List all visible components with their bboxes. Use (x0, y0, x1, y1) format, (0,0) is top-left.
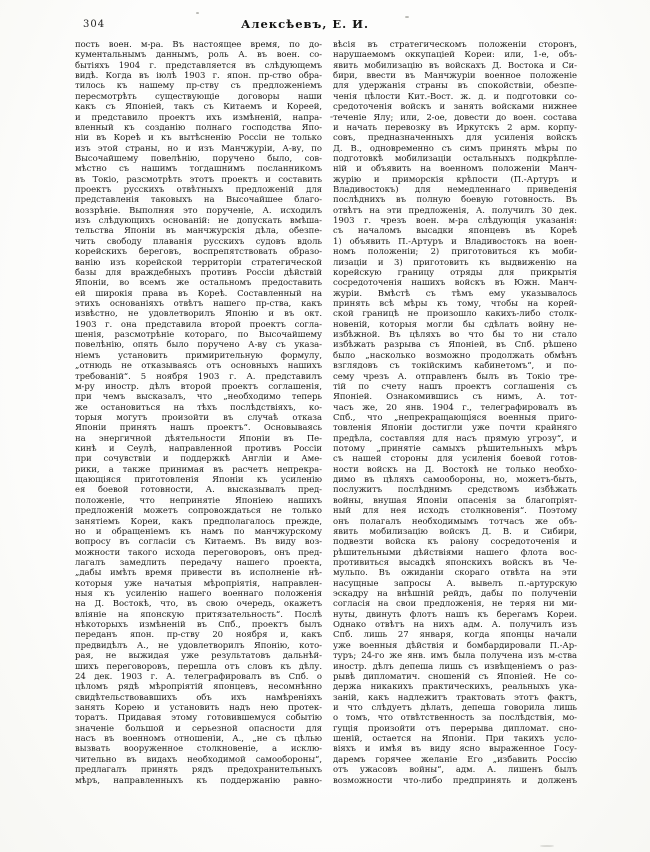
text-line: щающіяся приготовленія Японіи къ усиленію (75, 475, 322, 486)
text-line: тилось къ нашему пр-ству съ предложеніемъ (75, 81, 322, 92)
text-line: было „насколько возможно продолжать обмѣнъ (333, 350, 577, 361)
text-line: возможности что-либо предпринять и долженъ (333, 775, 577, 786)
text-line: Владивостокъ) для немедленнаго приведенія (333, 185, 577, 196)
page-header (75, 17, 577, 35)
text-line: и представило проектъ ихъ измѣненій, напра- (75, 112, 322, 123)
text-line: димо въ цѣляхъ самообороны, но, можетъ-быть, (333, 475, 577, 486)
text-line: о томъ, что отвѣтственность за послѣдствія, мо- (333, 713, 577, 724)
text-line: на Д. Востокѣ, что, въ свою очередь, окажетъ (75, 599, 322, 610)
text-line: изъ этой страны, но и изъ Манчжуріи, А-ву, по (75, 143, 322, 154)
text-line: насущные запросы А. вывелъ п.-артурскую (333, 578, 577, 589)
text-line: ности войскъ на Д. Востокѣ не только необхо- (333, 464, 577, 475)
text-line: новеній, которыя могли бы сдѣлать войну не- (333, 319, 577, 330)
text-line: явить мобилизацію войскъ Д. В. и Сибири, (333, 526, 577, 537)
page-number: 304 (83, 19, 106, 30)
text-line: и начать перевозку въ Иркутскъ 2 арм. корпу- (333, 122, 577, 133)
text-line: вѣсія въ стратегическомъ положеніи сторонъ, (333, 40, 577, 50)
text-line: видѣ. Когда въ іюлѣ 1903 г. япон. пр-ство обра- (75, 71, 322, 82)
text-line: положеніе, что непринятіе Японіею нашихъ (75, 495, 322, 506)
text-line: отъ ужасовъ войны“, адм. А. лишенъ былъ (333, 765, 577, 776)
text-line: Спб. лишь 27 января, когда японцы начали (333, 630, 577, 641)
text-line: вызвать вооруженное столкновеніе, а исклю- (75, 744, 322, 755)
text-line: 1903 г. чрезъ воен. м-ра слѣдующія указанія: (333, 216, 577, 227)
text-line: взглядовъ съ токійскимъ кабинетомъ“, и по- (333, 361, 577, 372)
text-line: на энергичной дѣятельности Японіи въ Пе- (75, 433, 322, 444)
text-line: послужитъ послѣднимъ средствомъ избѣжать (333, 485, 577, 496)
text-line: послѣднихъ въ полную боевую готовность. Въ (333, 195, 577, 206)
text-line: сему чрезъ А. отправленъ былъ въ Токіо тре- (333, 371, 577, 382)
text-line: этихъ основаніяхъ отвѣтъ нашего пр-ства, какъ (75, 298, 322, 309)
text-line: согласія на свои предложенія, не теряя ни ми- (333, 599, 577, 610)
text-line: Спб., что „непрекращающіяся военныя приго- (333, 412, 577, 423)
text-line: ей широкія права въ Кореѣ. Составленный на (75, 288, 322, 299)
text-line: иностр. дѣлъ депеша лишь съ извѣщеніемъ о раз- (333, 661, 577, 672)
text-line: пость воен. м-ра. Въ настоящее время, по до- (75, 40, 322, 50)
text-line: журіи. Вмѣстѣ съ тѣмъ ему указывалось (333, 288, 577, 299)
text-line: предложеній можетъ сопровождаться не только (75, 506, 322, 517)
text-line: товленія Японіи достигли уже почти крайняго (333, 423, 577, 434)
text-line: но и обращеніемъ къ намъ по манчжурскому (75, 526, 322, 537)
text-line: сосредоточенія нашихъ войскъ въ Южн. Манч- (333, 278, 577, 289)
right-column (333, 40, 577, 786)
left-column (75, 40, 322, 786)
text-line: мѣръ, направленныхъ къ поддержанію равно- (75, 775, 322, 786)
text-line: чительно въ видахъ необходимой самообороны“, (75, 754, 322, 765)
text-line: противиться высадкѣ японскихъ войскъ въ Че- (333, 557, 577, 568)
text-line: предвидѣлъ А., не удовлетворилъ Японію, кото- (75, 640, 322, 651)
text-line: кументальнымъ даннымъ, роль А. въ воен. со- (75, 50, 322, 61)
text-line: эскадру на внѣшній рейдъ, дабы по полученіи (333, 589, 577, 600)
text-line: базы для враждебныхъ противъ Россіи дѣйствій (75, 267, 322, 278)
text-line: цѣломъ рядѣ мѣропріятій японцевъ, несомнѣнно (75, 682, 322, 693)
text-line: и что слѣдуетъ дѣлать, депеша говорила лишь (333, 703, 577, 713)
text-line: тій по счету нашъ проектъ соглашенія съ (333, 381, 577, 392)
text-line: которыя уже начатыя мѣропріятія, направлен- (75, 578, 322, 589)
text-line: журію и приморскія крѣпости (П.-Артуръ и (333, 174, 577, 185)
text-line: лагалъ замедлить передачу нашего проекта, (75, 557, 322, 568)
text-line: требованій“. 5 ноября 1903 г. А. представилъ (75, 371, 322, 382)
text-line: съ началомъ высадки японцевъ въ Кореѣ (333, 226, 577, 237)
text-line: номъ положеніи; 2) приготовиться къ моби- (333, 247, 577, 258)
text-line: пересмотрѣть существующіе договоры наши (75, 91, 322, 102)
text-line: переданъ япон. пр-ству 20 ноября и, какъ (75, 630, 322, 641)
text-line: корейскую границу отряды для прикрытія (333, 267, 577, 278)
text-line: кинѣ и Сеулѣ, направленной противъ Россіи (75, 444, 322, 455)
text-line: гущія произойти отъ перерыва дипломат. сно- (333, 723, 577, 734)
text-line: войны, внушая Японіи опасенія за благопріят- (333, 495, 577, 506)
text-line: проектъ русскихъ отвѣтныхъ предложеній для (75, 185, 322, 196)
text-line: Однако отвѣтъ на нихъ адм. А. получилъ изъ (333, 620, 577, 631)
text-line: віяхъ и имѣя въ виду ясно выраженное Госу- (333, 744, 577, 755)
text-line: рѣшительными дѣйствіями нашего флота вос- (333, 547, 577, 558)
text-line: для удержанія страны въ спокойствіи, обезпе- (333, 81, 577, 92)
text-line: Японіи, во всемъ же остальномъ предоставить (75, 278, 322, 289)
text-line: вліяніе на японскую притязательность“. Послѣ (75, 609, 322, 620)
text-line: „отнюдь не отказываясь отъ основныхъ нашихъ (75, 361, 322, 372)
text-line: же остановиться на тѣхъ послѣдствіяхъ, ко- (75, 402, 322, 413)
text-line: ніемъ установить примирительную формулу, (75, 350, 322, 361)
text-line: уже военныя дѣйствія и бомбардировали П.-Ар- (333, 640, 577, 651)
text-line: явить мобилизацію въ войскахъ Д. Востока и Си- (333, 60, 577, 71)
text-line: даремъ горячее желаніе Его „избавить Россію (333, 754, 577, 765)
text-line: воззрѣніе. Выполняя это порученіе, А. исходилъ (75, 205, 322, 216)
text-line: шеній, остается на Японіи. При такихъ усло- (333, 734, 577, 745)
text-line: рывѣ дипломатич. сношеній съ Японіей. Не со- (333, 671, 577, 682)
text-line: ній и объявить на военномъ положеніи Манч- (333, 164, 577, 175)
text-line: „дабы имѣть время привести въ исполненіе нѣ- (75, 568, 322, 579)
text-line: занять Корею и установить надъ нею протек- (75, 703, 322, 713)
text-line: мѣстно съ нашимъ тогдашнимъ посланникомъ (75, 164, 322, 175)
text-line: корейскихъ береговъ, воспрепятствовать образо- (75, 247, 322, 258)
text-line: ванію изъ корейской территоріи стратегической (75, 257, 322, 268)
text-line: подвезти войска къ раіону сосредоточенія и (333, 537, 577, 548)
text-line: м-ру иностр. дѣлъ второй проектъ соглашенія, (75, 381, 322, 392)
text-line: тельства Японіи въ манчжурскія дѣла, обезпе- (75, 226, 322, 237)
text-line: занятіемъ Кореи, какъ предполагалось прежде, (75, 516, 322, 527)
text-line: торатъ. Придавая этому готовившемуся событію (75, 713, 322, 724)
text-line: ныя къ усиленію нашего военнаго положенія (75, 589, 322, 600)
text-line: 1) объявить П.-Артуръ и Владивостокъ на воен- (333, 236, 577, 247)
text-line: совъ, предназначенныхъ для усиленія войскъ (333, 133, 577, 144)
text-line: предѣла, составляя для насъ прямую угрозу“, и (333, 433, 577, 444)
text-line: 1903 г. она представила второй проектъ согла- (75, 319, 322, 330)
text-line: нарушаемомъ оккупаціей Кореи: или, 1-е, объ- (333, 50, 577, 61)
text-line: съ нашей стороны для усиленія боевой готов- (333, 454, 577, 465)
text-line: нуты, двинуть флотъ нашъ къ берегамъ Кореи. (333, 609, 577, 620)
text-line: заній, какъ надлежитъ трактовать этотъ фактъ, (333, 692, 577, 703)
text-line: вопросу въ согласіи съ Китаемъ. Въ виду воз- (75, 537, 322, 548)
text-line: торыя могутъ произойти въ случаѣ отказа (75, 412, 322, 423)
text-line: держа никакихъ практическихъ, реальныхъ ука- (333, 682, 577, 693)
running-head-title: Алексѣевъ, Е. И. (241, 17, 369, 31)
text-line: теченіе Ялу; или, 2-ое, довести до воен. состава (333, 112, 577, 123)
text-line: ный для нея исходъ столкновенія“. Поэтому (333, 506, 577, 517)
text-line: значеніе большой и серьезной опасности для (75, 723, 322, 734)
text-line: ніи въ Кореѣ и къ вытѣсненію Россіи не только (75, 133, 322, 144)
text-line: Японіей. Ознакомившись съ нимъ, А. тот- (333, 392, 577, 403)
text-line: средоточенія войскъ и занять войсками нижнее (333, 102, 577, 113)
text-line: Высочайшему повелѣнію, поручено было, сов- (75, 153, 322, 164)
text-line: шенія, разсмотрѣніе котораго, по Высочайшему (75, 330, 322, 341)
text-line: избѣжать разрыва съ Японіей, въ Спб. рѣшено (333, 340, 577, 351)
text-line: ея боевой готовности, А. высказывалъ пред- (75, 485, 322, 496)
text-line: нѣкоторыхъ измѣненій въ Спб., проектъ былъ (75, 620, 322, 631)
text-line: вленный къ созданію полнаго господства Япо- (75, 122, 322, 133)
text-line: предлагалъ принять рядъ предохранительныхъ (75, 765, 322, 776)
text-line: онъ полагалъ необходимымъ тотчасъ же объ- (333, 516, 577, 527)
text-line: избѣжной. Въ цѣляхъ во что бы то ни стало (333, 330, 577, 341)
text-line: шихъ переговоровъ, перешла отъ словъ къ дѣлу. (75, 661, 322, 672)
text-line: бири, ввести въ Манчжуріи военное положеніе (333, 71, 577, 82)
text-line: можности такого исхода переговоровъ, онъ пред- (75, 547, 322, 558)
text-line: повелѣнію, опять было поручено А-ву съ указа- (75, 340, 322, 351)
text-line: ченія цѣлости Кит.-Вост. ж. д. и подготовки со- (333, 91, 577, 102)
text-line: принять всѣ мѣры къ тому, чтобы на корей- (333, 298, 577, 309)
text-line: рики, а также принимая въ расчетъ непрекра- (75, 464, 322, 475)
text-line: ской границѣ не произошло какихъ-либо столк- (333, 309, 577, 320)
text-line: подготовкѣ мобилизаціи остальныхъ подкрѣпле- (333, 153, 577, 164)
text-line: 24 дек. 1903 г. А. телеграфировалъ въ Спб. о (75, 671, 322, 682)
text-line: мульпо. Въ ожиданіи скораго отвѣта на эти (333, 568, 577, 579)
text-line: Японіи принять нашъ проектъ“. Основываясь (75, 423, 322, 434)
text-line: извѣстно, не удовлетворилъ Японію и въ окт. (75, 309, 322, 320)
scan-speck (540, 845, 554, 847)
text-line: часъ же, 20 янв. 1904 г., телеграфировалъ въ (333, 402, 577, 413)
text-line: при сочувствіи и поддержкѣ Англіи и Аме- (75, 454, 322, 465)
text-line: рая, не выжидая уже результатовъ дальнѣй- (75, 651, 322, 662)
text-line: бытіяхъ 1904 г. представляется въ слѣдующемъ (75, 60, 322, 71)
text-line: потому „принятіе самыхъ рѣшительныхъ мѣръ (333, 444, 577, 455)
text-line: чить свободу плаванія русскихъ судовъ вдоль (75, 236, 322, 247)
text-line: при чемъ высказалъ, что „необходимо теперь (75, 392, 322, 403)
text-line: лизаціи и 3) приготовить къ выдвиженію на (333, 257, 577, 268)
scan-speck (196, 12, 199, 14)
text-line: Д. В., одновременно съ симъ принять мѣры по (333, 143, 577, 154)
text-line: насъ въ военномъ отношеніи, А., „не съ цѣлью (75, 734, 322, 745)
text-line: въ Токіо, разсмотрѣть этотъ проектъ и составить (75, 174, 322, 185)
text-columns (75, 40, 577, 786)
text-line: отвѣтъ на эти предложенія, А. получилъ 30 дек. (333, 205, 577, 216)
text-line: свидѣтельствовавшихъ объ ихъ намѣреніяхъ (75, 692, 322, 703)
text-line: какъ съ Японіей, такъ съ Китаемъ и Кореей, (75, 102, 322, 113)
text-line: представленія таковыхъ на Высочайшее благо- (75, 195, 322, 206)
text-line: изъ слѣдующихъ основаній: не допускать вмѣша- (75, 216, 322, 227)
text-line: туръ; 24-го же янв. имъ была получена изъ м-ства (333, 651, 577, 662)
